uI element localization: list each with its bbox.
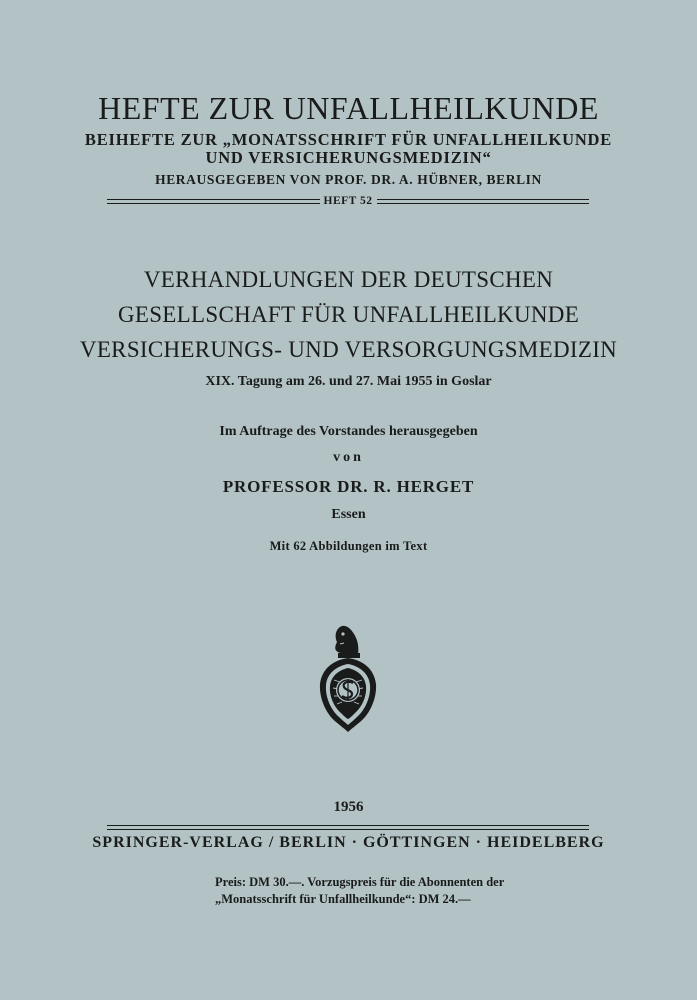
- series-subtitle-line1: BEIHEFTE ZUR „MONATSSCHRIFT FÜR UNFALLHEILKUNDE: [84, 130, 613, 149]
- meeting-info: XIX. Tagung am 26. und 27. Mai 1955 in Goslar: [205, 374, 492, 389]
- issue-rule-left: [107, 199, 320, 204]
- figures-note: Mit 62 Abbildungen im Text: [269, 539, 428, 553]
- by-word: von: [333, 450, 364, 465]
- book-title-line3: VERSICHERUNGS- UND VERSORGUNGSMEDIZIN: [79, 337, 618, 362]
- publisher-line: SPRINGER-VERLAG / BERLIN · GÖTTINGEN · HEIDELBERG: [92, 834, 605, 851]
- issue-rule-right: [377, 199, 590, 204]
- series-editor: HERAUSGEGEBEN VON PROF. DR. A. HÜBNER, BERLIN: [155, 172, 542, 187]
- price-line2: „Monatsschrift für Unfallheilkunde“: DM 24.—: [215, 892, 471, 906]
- series-title: HEFTE ZUR UNFALLHEILKUNDE: [98, 90, 599, 126]
- springer-knight-logo-icon: [314, 622, 382, 734]
- book-title-line2: GESELLSCHAFT FÜR UNFALLHEILKUNDE: [117, 302, 580, 327]
- commission-line: Im Auftrage des Vorstandes herausgegeben: [219, 424, 478, 439]
- issue-row: [107, 191, 589, 211]
- price-line1: Preis: DM 30.—. Vorzugspreis für die Abonnenten der: [215, 875, 505, 889]
- series-subtitle-line2: UND VERSICHERUNGSMEDIZIN“: [205, 148, 492, 167]
- book-editor-city: Essen: [331, 507, 366, 522]
- book-title-line1: VERHANDLUNGEN DER DEUTSCHEN: [143, 267, 554, 292]
- publisher-rule: [107, 825, 589, 830]
- publication-year: 1956: [333, 799, 364, 815]
- issue-number: HEFT 52: [323, 195, 373, 207]
- book-editor-name: PROFESSOR DR. R. HERGET: [222, 477, 475, 496]
